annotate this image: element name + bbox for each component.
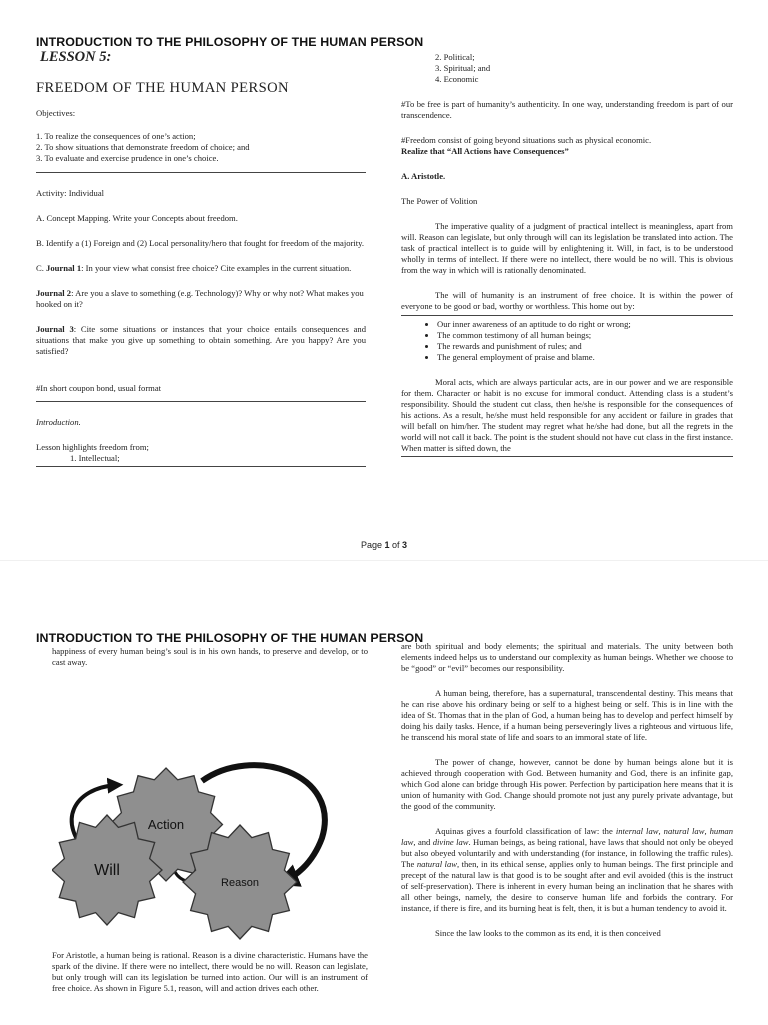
bullet-item: • The common testimony of all human beings; [437, 330, 733, 341]
identify-task: B. Identify a (1) Foreign and (2) Local personality/hero that fought for freedom of the majority. [36, 238, 365, 248]
separator: , [658, 826, 664, 836]
lesson-title: FREEDOM OF THE HUMAN PERSON [36, 80, 289, 96]
separator: , [704, 826, 710, 836]
bullet-item: • The rewards and punishment of rules; and [437, 341, 733, 352]
page-header: INTRODUCTION TO THE PHILOSOPHY OF THE HUMAN PERSON [36, 35, 424, 49]
aquinas-text: . Human beings, as being rational, have laws that should not only be obeyed but also obeyed voluntarily and with understanding (for instance, in following the traffic rules). The [401, 837, 734, 869]
divider [36, 401, 366, 402]
freedom-item: 4. Economic [435, 74, 479, 84]
bullet-item: • Our inner awareness of an aptitude to do right or wrong; [437, 319, 733, 330]
separator: , and [413, 837, 433, 847]
power-change-paragraph: The power of change, however, cannot be done by human beings alone but it is achieved through cooperation with God. Between humanity and God, there is an infinite gap, which God alone can bridge through His power. Perfection by participation here means that it is union of humanity with God. Change should promote not just any purely private advantage, but the good of the community. [401, 757, 733, 811]
journal-1-text: : In your view what consist free choice? Cite examples in the current situation. [81, 263, 352, 273]
internal-law-term: internal law [615, 826, 659, 836]
volition-paragraph: The imperative quality of a judgment of practical intellect is meaningless, apart from will. Reason can legislate, but only through will can its legislation be translated into action. The task of practical intellect is to guide will by enlightening it. Will, in fact, is to be understood wholly in terms of intellect. If there were no intellect, there would be no will. This is obvious from the way in which will is rationally denominated. [401, 221, 733, 275]
human-law-term: human law [401, 826, 734, 847]
journal-prefix: C. [36, 263, 47, 273]
footer-page-total: 3 [402, 540, 408, 550]
will-instrument-paragraph: The will of humanity is an instrument of free choice. It is within the power of everyone to be good or bad, worthy or worthless. This home out by: [401, 290, 733, 311]
freedom-item: 2. Political; [435, 52, 475, 62]
objectives-list [36, 131, 366, 164]
left-column-lower [52, 950, 368, 994]
introduction-label: Introduction. [36, 417, 81, 427]
freedom-list [401, 52, 733, 85]
freedom-item: 3. Spiritual; and [435, 63, 491, 73]
right-column [401, 52, 733, 457]
journal-2 [36, 288, 366, 310]
left-column [52, 646, 368, 668]
aquinas-text: Aquinas gives a fourfold classification of law: the [435, 826, 616, 836]
journal-3 [36, 324, 366, 357]
journal-2-label: Journal 2 [36, 288, 72, 298]
moral-acts-paragraph: Moral acts, which are always particular acts, are in our power and we are responsible for them. Character or habit is no excuse for immoral conduct. Attending class is a student’s responsibility. Should the student cut class, then he/she is responsible for the consequences of his actions. As a result, he/she must held responsible for any accident or failure in grades that will befall on him/her. The student may regret what he/she had done, but all the regrets in the world will not call it back. The point is the student should not have cut class in the first instance. When matter is sifted down, the [401, 377, 733, 453]
happiness-text: happiness of every human being’s soul is in his own hands, to preserve and develop, or to cast away. [52, 646, 368, 667]
journal-3-label: Journal 3 [36, 324, 74, 334]
divine-law-term: divine law [432, 837, 469, 847]
aristotle-paragraph: For Aristotle, a human being is rational. Reason is a divine characteristic. Humans have the spark of the divine. If there were no intellect, there would be no will. Reason can legislate, but only trough will can its legislation be turned into action. Our will is an instrument of free choice. As shown in Figure 5.1, reason, will and action drives each other. [52, 950, 368, 993]
supernatural-paragraph: A human being, therefore, has a supernatural, transcendental destiny. This means that he can rise above his ordinary being or self to a highest being or self. This is in line with the idea of St. Thomas that in the plan of God, a human being has to develop and perfect himself by doing his daily tasks. Hence, if a human being perseveringly lives a righteous and virtuous life, he transcend his moral state of life and soars to an immoral state of life. [401, 688, 733, 742]
divider [401, 456, 733, 457]
freedom-consist: #Freedom consist of going beyond situations such as physical economic. [401, 135, 652, 145]
footer-prefix: Page [360, 540, 385, 550]
aquinas-text: , then, in its ethical sense, applies only to human beings. The first principle and precept of the natural law is that good is to be sought after and evil avoided (this is the instruct of self-preservation). There is inherent in every human being an inclination that he shares with all other beings, namely, the desire to conserve human life and forbids the contrary. For instance, if there is fire, and its burning heat is felt, then, it is but a human tendency to avoid it. [401, 859, 734, 913]
page-2 [0, 560, 768, 1025]
journal-2-text: : Are you a slave to something (e.g. Technology)? Why or why not? What makes you hooked on it? [36, 288, 364, 309]
objective-item: 2. To show situations that demonstrate freedom of choice; and [36, 142, 250, 152]
spiritual-paragraph: are both spiritual and body elements; the spiritual and materials. The unity between both elements indeed helps us to understand our complexity as human beings. Whether we choose to be “good” or “evil” becomes our responsibility. [401, 641, 733, 673]
activity-label: Activity: Individual [36, 188, 105, 198]
figure-reason-will-action [52, 753, 372, 943]
action-label: Action [147, 817, 185, 832]
lesson-number: LESSON 5: [40, 49, 112, 65]
natural-law-term: natural law [416, 859, 457, 869]
free-authenticity: #To be free is part of humanity’s authenticity. In one way, understanding freedom is part of our transcendence. [401, 99, 733, 120]
objective-item: 1. To realize the consequences of one’s action; [36, 131, 196, 141]
reason-label: Reason [221, 877, 259, 889]
journal-1-label: Journal 1 [46, 263, 82, 273]
aquinas-paragraph [401, 826, 733, 914]
page-header: INTRODUCTION TO THE PHILOSOPHY OF THE HUMAN PERSON [36, 631, 424, 645]
aristotle-heading: A. Aristotle. [401, 171, 446, 181]
freedom-item: 1. Intellectual; [70, 453, 120, 463]
power-of-volition-heading: The Power of Volition [401, 196, 478, 206]
left-column [36, 49, 367, 467]
concept-mapping: A. Concept Mapping. Write your Concepts about freedom. [36, 213, 238, 223]
bullet-list [401, 319, 733, 363]
realize-consequences: Realize that “All Actions have Consequences” [401, 146, 569, 156]
journal-3-text: : Cite some situations or instances that your choice entails consequences and situations that make you give up something to obtain something. Are you happy? Are you satisfied? [36, 324, 367, 356]
lesson-highlights: Lesson highlights freedom from; [36, 442, 149, 452]
natural-law-term: natural law [663, 826, 705, 836]
footer-page-number: 1 [384, 540, 390, 550]
objective-item: 3. To evaluate and exercise prudence in one’s choice. [36, 153, 219, 163]
bullet-item: • The general employment of praise and blame. [437, 352, 733, 363]
right-column [401, 641, 733, 939]
journal-1 [36, 263, 366, 274]
footer-of: of [389, 540, 403, 550]
divider [401, 315, 733, 316]
divider [36, 466, 366, 467]
page-footer [0, 540, 768, 550]
objectives-label: Objectives: [36, 108, 76, 118]
will-label: Will [94, 862, 120, 879]
coupon-note: #In short coupon bond, usual format [36, 383, 162, 393]
since-law-paragraph: Since the law looks to the common as its end, it is then conceived [435, 928, 661, 938]
divider [36, 172, 366, 173]
